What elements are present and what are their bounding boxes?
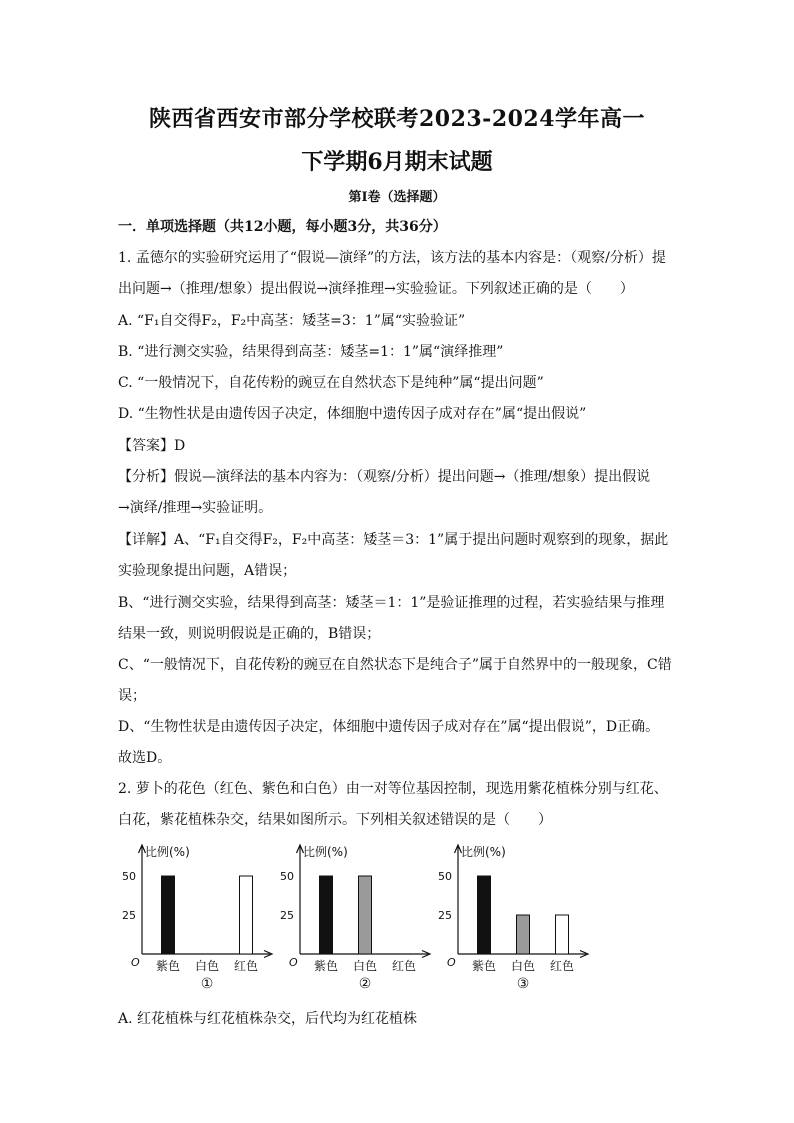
origin-label: O — [131, 956, 140, 969]
q1-detail-line6: 误； — [118, 688, 146, 704]
x-tick-label: 白色 — [352, 959, 378, 973]
y-axis-label: 比例(%) — [303, 845, 348, 859]
volume-heading: 第Ⅰ卷（选择题） — [348, 190, 446, 205]
x-tick-label: 红色 — [391, 959, 417, 973]
q1-stem-line2: 出问题→（推理/想象）提出假说→演绎推理→实验验证。下列叙述正确的是（ ） — [118, 281, 634, 297]
q2-bar-charts — [120, 838, 590, 998]
analysis-tag: 【分析】 — [118, 469, 174, 485]
x-tick-label: 紫色 — [313, 959, 339, 973]
q1-option-a: A. “F₁自交得F₂，F₂中高茎：矮茎=3：1”属“实验验证” — [118, 313, 466, 329]
bar — [240, 876, 253, 954]
y-tick-label: 25 — [122, 909, 136, 922]
x-tick-label: 白色 — [194, 959, 220, 973]
chart-caption: ① — [200, 976, 214, 992]
q1-analysis-row — [118, 467, 650, 487]
y-axis-label: 比例(%) — [461, 845, 506, 859]
bar — [359, 876, 372, 954]
q1-detail-line4: 结果一致，则说明假说是正确的，B错误； — [118, 626, 381, 642]
detail-tag: 【详解】 — [118, 532, 174, 548]
bar-chart-2 — [280, 844, 430, 992]
q1-detail-line2: 实验现象提出问题，A错误； — [118, 563, 297, 579]
x-tick-label: 红色 — [233, 959, 259, 973]
chart-caption: ③ — [516, 976, 530, 992]
q2-option-a: A. 红花植株与红花植株杂交，后代均为红花植株 — [118, 1011, 418, 1027]
answer-tag: 【答案】 — [118, 438, 174, 454]
q1-answer-row — [118, 436, 185, 456]
x-tick-label: 紫色 — [155, 959, 181, 973]
q1-option-d: D. “生物性状是由遗传因子决定，体细胞中遗传因子成对存在”属“提出假说” — [118, 406, 587, 422]
x-tick-label: 白色 — [510, 959, 536, 973]
analysis-text-line1: 假说—演绎法的基本内容为：（观察/分析）提出问题→（推理/想象）提出假说 — [174, 469, 651, 485]
q1-option-c: C. “一般情况下，自花传粉的豌豆在自然状态下是纯种”属“提出问题” — [118, 375, 544, 391]
y-tick-label: 25 — [280, 909, 294, 922]
bar — [517, 915, 530, 954]
bar-charts-svg — [120, 838, 590, 998]
bar — [162, 876, 175, 954]
bar — [556, 915, 569, 954]
section-heading: 一．单项选择题（共12小题，每小题3分，共36分） — [118, 219, 447, 235]
answer-value: D — [174, 438, 186, 454]
y-tick-label: 50 — [280, 870, 294, 883]
origin-label: O — [447, 956, 456, 969]
q1-detail-line8: 故选D。 — [118, 750, 172, 766]
q1-detail-line3: B、“进行测交实验，结果得到高茎：矮茎＝1：1”是验证推理的过程，若实验结果与推理 — [118, 595, 665, 611]
bar-chart-1 — [122, 844, 272, 992]
q1-analysis-line2: →演绎/推理→实验证明。 — [118, 500, 273, 516]
bar — [478, 876, 491, 954]
x-tick-label: 紫色 — [471, 959, 497, 973]
q1-detail-row — [118, 530, 668, 550]
q2-stem-line1: 2. 萝卜的花色（红色、紫色和白色）由一对等位基因控制，现选用紫花植株分别与红花、 — [118, 781, 668, 797]
origin-label: O — [289, 956, 298, 969]
bar — [320, 876, 333, 954]
x-tick-label: 红色 — [549, 959, 575, 973]
document-title-line1: 陕西省西安市部分学校联考2023-2024学年高一 — [148, 106, 646, 132]
q1-detail-line7: D、“生物性状是由遗传因子决定，体细胞中遗传因子成对存在”属“提出假说”，D正确。 — [118, 719, 660, 735]
y-tick-label: 50 — [438, 870, 452, 883]
bar-chart-3 — [438, 844, 588, 992]
q1-stem-line1: 1. 孟德尔的实验研究运用了“假说—演绎”的方法，该方法的基本内容是：（观察/分析）提 — [118, 250, 666, 266]
q1-option-b: B. “进行测交实验，结果得到高茎：矮茎=1：1”属“演绎推理” — [118, 344, 504, 360]
q2-stem-line2: 白花，紫花植株杂交，结果如图所示。下列相关叙述错误的是（ ） — [118, 812, 552, 828]
y-tick-label: 50 — [122, 870, 136, 883]
detail-text-line1: A、“F₁自交得F₂，F₂中高茎：矮茎＝3：1”属于提出问题时观察到的现象，据此 — [174, 532, 669, 548]
chart-caption: ② — [358, 976, 372, 992]
y-axis-label: 比例(%) — [145, 845, 190, 859]
q1-detail-line5: C、“一般情况下，自花传粉的豌豆在自然状态下是纯合子”属于自然界中的一般现象，C错 — [118, 657, 672, 673]
y-tick-label: 25 — [438, 909, 452, 922]
document-title-line2: 下学期6月期末试题 — [301, 149, 493, 175]
